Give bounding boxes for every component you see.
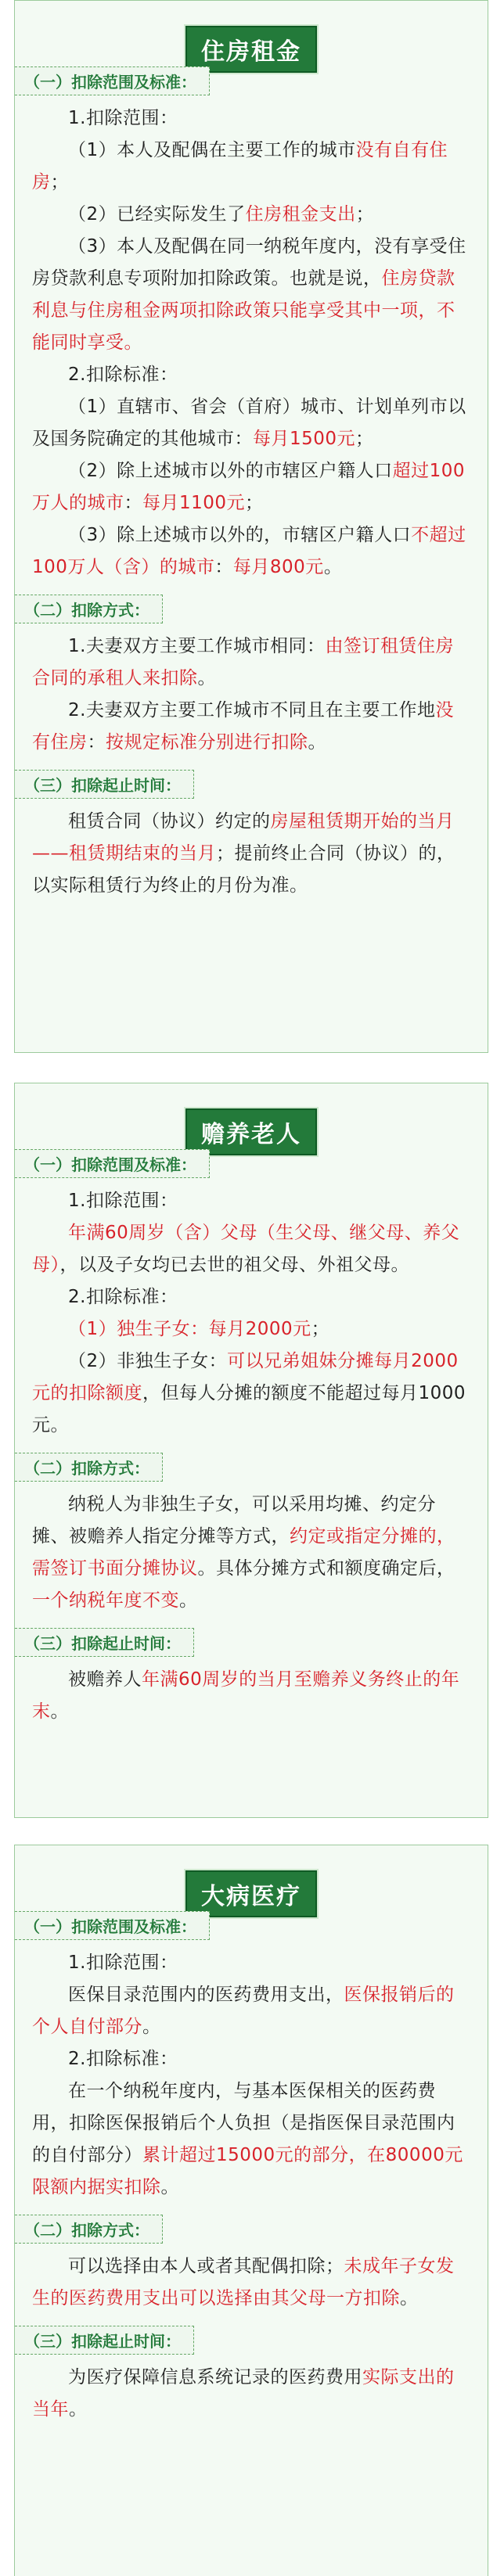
highlight-text: 每月800元 xyxy=(232,557,324,577)
highlight-text: 实际支出的当年 xyxy=(32,2367,455,2420)
paragraph xyxy=(32,806,467,902)
body-text: （2）已经实际发生了 xyxy=(68,204,246,225)
body-text: （3）本人及配偶在同一纳税年度内，没有享受住房贷款利息专项附加扣除政策。也就是说， xyxy=(32,236,466,289)
paragraph xyxy=(32,102,467,135)
paragraph xyxy=(32,695,467,759)
section-header xyxy=(15,1911,488,1939)
paragraph xyxy=(32,1947,467,1979)
paragraph xyxy=(32,631,467,695)
body-text: ： xyxy=(214,557,233,577)
body-text: 1.扣除范围： xyxy=(68,1953,178,1973)
section-header xyxy=(15,595,488,623)
body-text: 2.扣除标准： xyxy=(68,365,178,385)
body-text: 1.扣除范围： xyxy=(68,1191,178,1211)
highlight-text: 一个纳税年度不变 xyxy=(32,1590,179,1611)
section-body xyxy=(15,1656,488,1739)
paragraph xyxy=(32,2043,467,2075)
body-text: 1.扣除范围： xyxy=(68,108,178,128)
card-housing-rent xyxy=(14,0,488,1053)
paragraph xyxy=(32,231,467,359)
body-text: 纳税人为非独生子女，可以采用均摊、约定分摊、被赡养人指定分摊等方式， xyxy=(32,1494,436,1547)
paragraph xyxy=(32,2362,467,2426)
card-title-wrap xyxy=(15,1083,488,1149)
paragraph xyxy=(32,455,467,519)
highlight-text: 不超过100万人（含）的城市 xyxy=(32,525,466,577)
body-text: 2.扣除标准： xyxy=(68,2049,178,2069)
section-label: （一）扣除范围及标准： xyxy=(15,1149,210,1178)
section-body xyxy=(15,1481,488,1628)
body-text: 2.夫妻双方主要工作城市不同且在主要工作地 xyxy=(68,700,436,720)
body-text: 在一个纳税年度内，与基本医保相关的医药费用，扣除医保报销后个人负担（是指医保目录范围内的自付部分） xyxy=(32,2081,455,2165)
section-label: （二）扣除方式： xyxy=(15,1453,163,1482)
highlight-text: 住房租金支出 xyxy=(245,204,356,225)
section-body xyxy=(15,623,488,770)
body-text: 。 xyxy=(323,557,343,577)
highlight-text: 超过100万人的城市 xyxy=(32,461,466,513)
highlight-text: 由签订租赁住房合同的承租人来扣除 xyxy=(32,636,454,688)
body-text: 。具体分摊方式和额度确定后， xyxy=(197,1558,455,1579)
paragraph xyxy=(32,1281,467,1313)
section-header xyxy=(15,2215,488,2243)
paragraph xyxy=(32,1345,467,1442)
section-body xyxy=(15,1939,488,2215)
body-text: 。 xyxy=(69,2399,88,2420)
card-elderly-support xyxy=(14,1083,488,1818)
section-body xyxy=(15,2354,488,2437)
paragraph xyxy=(32,1217,467,1281)
highlight-text: 医保报销后的个人自付部分 xyxy=(32,1985,455,2037)
paragraph xyxy=(32,1489,467,1617)
body-text: ，但每人分摊的额度不能超过每月1000元。 xyxy=(32,1383,466,1435)
section-header xyxy=(15,1628,488,1656)
body-text: ； xyxy=(311,1319,330,1339)
highlight-text: 按规定标准分别进行扣除 xyxy=(106,732,308,753)
body-text: ： xyxy=(124,493,142,513)
section-label: （二）扣除方式： xyxy=(15,2215,163,2244)
highlight-text: 每月1100元 xyxy=(142,493,246,513)
body-text: 。 xyxy=(50,1701,69,1722)
body-text: （1）本人及配偶在主要工作的城市 xyxy=(68,140,356,160)
body-text: ； xyxy=(355,204,375,225)
section-body xyxy=(15,798,488,913)
paragraph xyxy=(32,2075,467,2204)
section-label: （二）扣除方式： xyxy=(15,595,163,623)
card-title: 赡养老人 xyxy=(185,1108,317,1155)
section-label: （一）扣除范围及标准： xyxy=(15,1911,210,1940)
body-text: （2）非独生子女： xyxy=(68,1351,228,1371)
section-body xyxy=(15,2243,488,2326)
highlight-text: 每月1500元 xyxy=(253,429,356,449)
paragraph xyxy=(32,1185,467,1217)
paragraph xyxy=(32,199,467,231)
highlight-text: （1）独生子女：每月2000元 xyxy=(68,1319,311,1339)
card-title-wrap xyxy=(15,1845,488,1911)
paragraph xyxy=(32,135,467,199)
paragraph xyxy=(32,519,467,584)
section-body xyxy=(15,95,488,595)
body-text: ； xyxy=(50,172,69,192)
highlight-text: 住房贷款利息与住房租金两项扣除政策只能享受其中一项，不能同时享受。 xyxy=(32,268,455,353)
body-text: ；提前终止合同（协议）的，以实际租赁行为终止的月份为准。 xyxy=(32,843,455,896)
section-label: （三）扣除起止时间： xyxy=(15,2326,194,2355)
paragraph xyxy=(32,1313,467,1345)
highlight-text: 房屋租赁期开始的当月——租赁期结束的当月 xyxy=(32,811,455,864)
body-text: 2.扣除标准： xyxy=(68,1287,178,1307)
paragraph xyxy=(32,1664,467,1728)
section-header xyxy=(15,1453,488,1481)
body-text: 租赁合同（协议）约定的 xyxy=(68,811,271,832)
body-text: 为医疗保障信息系统记录的医药费用 xyxy=(68,2367,362,2387)
card-title: 大病医疗 xyxy=(185,1870,317,1917)
body-text: 。 xyxy=(400,2288,419,2308)
body-text: 。 xyxy=(179,1590,198,1611)
body-text: 可以选择由本人或者其配偶扣除； xyxy=(68,2256,344,2276)
body-text: （1）直辖市、省会（首府）城市、计划单列市以及国务院确定的其他城市： xyxy=(32,397,466,449)
body-text: 。 xyxy=(197,668,216,688)
highlight-text: 累计超过15000元的部分，在80000元限额内据实扣除 xyxy=(32,2145,463,2197)
highlight-text: 年满60周岁（含）父母（生父母、继父母、养父母） xyxy=(32,1223,460,1275)
section-header xyxy=(15,770,488,798)
body-text: ； xyxy=(245,493,264,513)
section-body xyxy=(15,1177,488,1453)
body-text: 1.夫妻双方主要工作城市相同： xyxy=(68,636,326,656)
section-label: （三）扣除起止时间： xyxy=(15,770,194,799)
body-text: （3）除上述城市以外的，市辖区户籍人口 xyxy=(68,525,412,545)
card-title-wrap xyxy=(15,1,488,66)
section-header xyxy=(15,66,488,95)
highlight-text: 未成年子女发生的医药费用支出可以选择由其父母一方扣除 xyxy=(32,2256,455,2308)
highlight-text: 年满60周岁的当月至赡养义务终止的年末 xyxy=(32,1669,460,1722)
body-text: ： xyxy=(87,732,106,753)
body-text: 被赡养人 xyxy=(68,1669,142,1690)
body-text: 医保目录范围内的医药费用支出， xyxy=(68,1985,344,2005)
body-text: ； xyxy=(355,429,374,449)
highlight-text: 没有自有住房 xyxy=(32,140,448,192)
card-serious-illness xyxy=(14,1845,488,2576)
paragraph xyxy=(32,1979,467,2043)
body-text: 。 xyxy=(160,2177,179,2197)
paragraph xyxy=(32,359,467,391)
paragraph xyxy=(32,391,467,455)
paragraph xyxy=(32,2251,467,2315)
card-title: 住房租金 xyxy=(185,26,317,73)
highlight-text: 约定或指定分摊的，需签订书面分摊协议 xyxy=(32,1526,455,1579)
section-header xyxy=(15,2326,488,2354)
body-text: 。 xyxy=(308,732,326,753)
section-header xyxy=(15,1149,488,1177)
body-text: ，以及子女均已去世的祖父母、外祖父母。 xyxy=(59,1255,409,1275)
body-text: 。 xyxy=(142,2017,161,2037)
highlight-text: 没有住房 xyxy=(32,700,454,753)
section-label: （三）扣除起止时间： xyxy=(15,1628,194,1657)
body-text: （2）除上述城市以外的市辖区户籍人口 xyxy=(68,461,393,481)
section-label: （一）扣除范围及标准： xyxy=(15,66,210,95)
highlight-text: 可以兄弟姐妹分摊每月2000元的扣除额度 xyxy=(32,1351,459,1403)
